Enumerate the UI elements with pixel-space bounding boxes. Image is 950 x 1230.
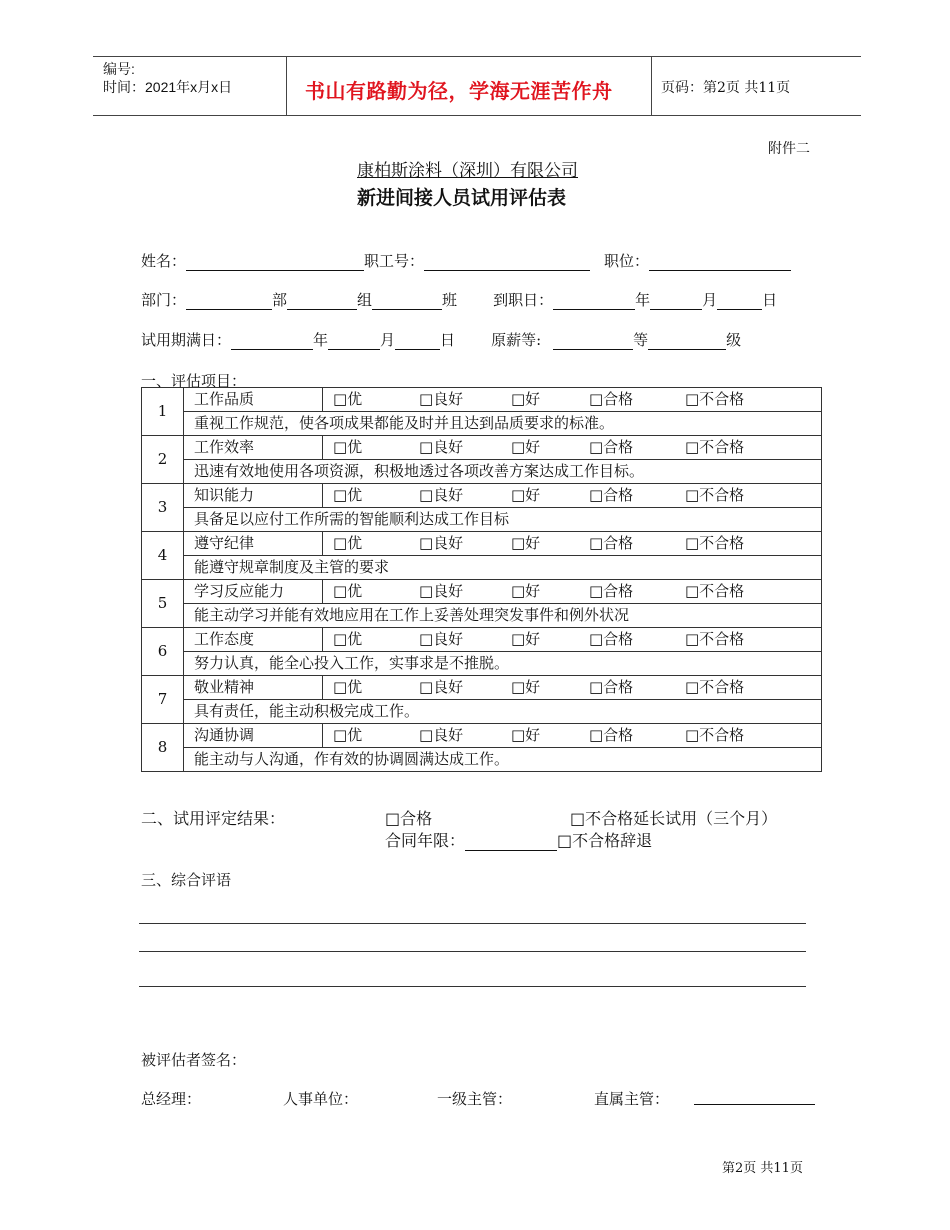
join-year-unit: 年 — [635, 291, 651, 309]
item-number: 6 — [142, 628, 184, 676]
group-input[interactable] — [287, 293, 357, 310]
rating-option-checkbox[interactable]: □优 — [333, 390, 363, 408]
level-unit: 级 — [726, 331, 742, 349]
rating-option-checkbox[interactable]: □良好 — [419, 726, 464, 744]
rating-option-checkbox[interactable]: □优 — [333, 678, 363, 696]
trial-day-input[interactable] — [395, 333, 440, 350]
section-1-heading: 一、评估项目： — [141, 372, 247, 390]
form-title: 新进间接人员试用评估表 — [357, 187, 567, 209]
table-row — [142, 508, 822, 532]
trial-year-unit: 年 — [313, 331, 329, 349]
rating-option-checkbox[interactable]: □不合格 — [685, 582, 745, 600]
rating-option-checkbox[interactable]: □好 — [511, 486, 541, 504]
table-row — [142, 388, 822, 412]
level1-supervisor-label: 一级主管： — [437, 1090, 513, 1108]
name-label: 姓名： — [141, 252, 187, 270]
fields-row-1 — [141, 250, 791, 271]
rating-option-checkbox[interactable]: □不合格 — [685, 534, 745, 552]
rating-options — [323, 532, 822, 556]
rating-option-checkbox[interactable]: □合格 — [589, 534, 634, 552]
staff-no-label: 职工号： — [364, 252, 425, 270]
item-description: 具有责任，能主动积极完成工作。 — [184, 700, 822, 724]
table-row — [142, 532, 822, 556]
join-year-input[interactable] — [553, 293, 635, 310]
trial-month-input[interactable] — [328, 333, 380, 350]
header-bottom-rule — [93, 115, 861, 116]
item-name: 敬业精神 — [184, 676, 323, 700]
dept-label: 部门： — [141, 291, 187, 309]
table-row — [142, 412, 822, 436]
rating-option-checkbox[interactable]: □优 — [333, 534, 363, 552]
fields-row-2 — [141, 289, 777, 310]
join-month-unit: 月 — [702, 291, 718, 309]
table-row — [142, 484, 822, 508]
rating-option-checkbox[interactable]: □合格 — [589, 390, 634, 408]
staff-no-input[interactable] — [424, 254, 590, 271]
rating-option-checkbox[interactable]: □良好 — [419, 438, 464, 456]
result-dismiss-checkbox[interactable]: □不合格辞退 — [557, 831, 653, 850]
dept-input[interactable] — [186, 293, 272, 310]
trial-month-unit: 月 — [380, 331, 396, 349]
join-date-label: 到职日： — [493, 291, 554, 309]
section-3-heading: 三、综合评语 — [141, 871, 232, 889]
item-number: 7 — [142, 676, 184, 724]
item-number: 4 — [142, 532, 184, 580]
grade-unit: 等 — [633, 331, 649, 349]
item-description: 努力认真，能全心投入工作，实事求是不推脱。 — [184, 652, 822, 676]
company-name: 康柏斯涂料（深圳）有限公司 — [357, 161, 578, 181]
item-name: 工作效率 — [184, 436, 323, 460]
rating-option-checkbox[interactable]: □优 — [333, 630, 363, 648]
header-time: 时间：2021年x月x日 — [103, 79, 233, 95]
header-code-label: 编号: — [103, 61, 135, 77]
orig-salary-label: 原薪等: — [491, 331, 542, 349]
item-number: 3 — [142, 484, 184, 532]
rating-option-checkbox[interactable]: □合格 — [589, 630, 634, 648]
rating-option-checkbox[interactable]: □不合格 — [685, 486, 745, 504]
salary-grade-input[interactable] — [553, 333, 633, 350]
item-name: 沟通协调 — [184, 724, 323, 748]
join-day-unit: 日 — [762, 291, 778, 309]
gm-label: 总经理： — [141, 1090, 202, 1108]
join-month-input[interactable] — [650, 293, 702, 310]
rating-option-checkbox[interactable]: □优 — [333, 582, 363, 600]
evaluation-table — [141, 387, 822, 772]
result-pass-checkbox[interactable]: □合格 — [385, 809, 433, 828]
table-row — [142, 676, 822, 700]
group-unit: 组 — [357, 291, 373, 309]
rating-option-checkbox[interactable]: □好 — [511, 534, 541, 552]
item-name: 知识能力 — [184, 484, 323, 508]
item-description: 能遵守规章制度及主管的要求 — [184, 556, 822, 580]
item-description: 能主动学习并能有效地应用在工作上妥善处理突发事件和例外状况 — [184, 604, 822, 628]
table-row — [142, 460, 822, 484]
rating-option-checkbox[interactable]: □好 — [511, 390, 541, 408]
rating-option-checkbox[interactable]: □良好 — [419, 534, 464, 552]
contract-row — [385, 828, 652, 851]
rating-option-checkbox[interactable]: □优 — [333, 486, 363, 504]
direct-supervisor-signature-line[interactable] — [694, 1104, 815, 1105]
item-number: 8 — [142, 724, 184, 772]
rating-option-checkbox[interactable]: □合格 — [589, 678, 634, 696]
trial-day-unit: 日 — [440, 331, 456, 349]
rating-option-checkbox[interactable]: □合格 — [589, 486, 634, 504]
rating-option-checkbox[interactable]: □优 — [333, 438, 363, 456]
rating-options — [323, 388, 822, 412]
rating-option-checkbox[interactable]: □好 — [511, 630, 541, 648]
class-input[interactable] — [372, 293, 442, 310]
evaluee-signature-label: 被评估者签名： — [141, 1051, 247, 1069]
rating-option-checkbox[interactable]: □合格 — [589, 726, 634, 744]
fields-row-3 — [141, 329, 741, 350]
item-description: 重视工作规范，使各项成果都能及时并且达到品质要求的标准。 — [184, 412, 822, 436]
comment-line-3[interactable] — [139, 986, 806, 987]
attachment-label: 附件二 — [768, 141, 810, 157]
rating-option-checkbox[interactable]: □合格 — [589, 438, 634, 456]
rating-option-checkbox[interactable]: □良好 — [419, 582, 464, 600]
rating-option-checkbox[interactable]: □良好 — [419, 390, 464, 408]
rating-option-checkbox[interactable]: □不合格 — [685, 438, 745, 456]
rating-options — [323, 724, 822, 748]
item-number: 1 — [142, 388, 184, 436]
direct-supervisor-label: 直属主管： — [594, 1090, 670, 1108]
hr-label: 人事单位： — [283, 1090, 359, 1108]
salary-level-input[interactable] — [648, 333, 726, 350]
rating-option-checkbox[interactable]: □良好 — [419, 630, 464, 648]
rating-option-checkbox[interactable]: □好 — [511, 678, 541, 696]
rating-options — [323, 436, 822, 460]
table-row — [142, 652, 822, 676]
position-label: 职位： — [604, 252, 650, 270]
rating-option-checkbox[interactable]: □好 — [511, 438, 541, 456]
rating-options — [323, 628, 822, 652]
table-row — [142, 748, 822, 772]
rating-options — [323, 484, 822, 508]
rating-option-checkbox[interactable]: □不合格 — [685, 678, 745, 696]
footer-page-number: 第2页 共11页 — [722, 1161, 803, 1176]
join-day-input[interactable] — [717, 293, 762, 310]
dept-unit: 部 — [272, 291, 288, 309]
rating-option-checkbox[interactable]: □好 — [511, 726, 541, 744]
name-input[interactable] — [186, 254, 364, 271]
item-name: 遵守纪律 — [184, 532, 323, 556]
item-name: 工作品质 — [184, 388, 323, 412]
comment-line-1[interactable] — [139, 923, 806, 924]
table-row — [142, 700, 822, 724]
section-2-heading: 二、试用评定结果： — [141, 809, 286, 828]
header-divider-left — [286, 56, 287, 115]
item-description: 能主动与人沟通，作有效的协调圆满达成工作。 — [184, 748, 822, 772]
position-input[interactable] — [649, 254, 791, 271]
rating-option-checkbox[interactable]: □不合格 — [685, 390, 745, 408]
rating-option-checkbox[interactable]: □合格 — [589, 582, 634, 600]
table-row — [142, 556, 822, 580]
header-divider-right — [651, 56, 652, 115]
contract-years-input[interactable] — [465, 834, 557, 851]
item-description: 具备足以应付工作所需的智能顺利达成工作目标 — [184, 508, 822, 532]
table-row — [142, 628, 822, 652]
rating-option-checkbox[interactable]: □良好 — [419, 678, 464, 696]
item-name: 工作态度 — [184, 628, 323, 652]
header-motto: 书山有路勤为径，学海无涯苦作舟 — [305, 79, 613, 103]
comment-line-2[interactable] — [139, 951, 806, 952]
rating-option-checkbox[interactable]: □不合格 — [685, 630, 745, 648]
header-page-info: 页码：第2页 共11页 — [661, 80, 791, 96]
item-name: 学习反应能力 — [184, 580, 323, 604]
rating-option-checkbox[interactable]: □不合格 — [685, 726, 745, 744]
trial-end-label: 试用期满日： — [141, 331, 232, 349]
header-top-rule — [93, 56, 861, 57]
table-row — [142, 436, 822, 460]
rating-option-checkbox[interactable]: □好 — [511, 582, 541, 600]
rating-options — [323, 676, 822, 700]
class-unit: 班 — [442, 291, 458, 309]
contract-label: 合同年限： — [385, 831, 466, 850]
item-number: 2 — [142, 436, 184, 484]
table-row — [142, 724, 822, 748]
item-description: 迅速有效地使用各项资源，积极地透过各项改善方案达成工作目标。 — [184, 460, 822, 484]
rating-option-checkbox[interactable]: □良好 — [419, 486, 464, 504]
trial-year-input[interactable] — [231, 333, 313, 350]
table-row — [142, 580, 822, 604]
rating-option-checkbox[interactable]: □优 — [333, 726, 363, 744]
rating-options — [323, 580, 822, 604]
item-number: 5 — [142, 580, 184, 628]
result-extend-checkbox[interactable]: □不合格延长试用（三个月） — [570, 809, 778, 828]
table-row — [142, 604, 822, 628]
